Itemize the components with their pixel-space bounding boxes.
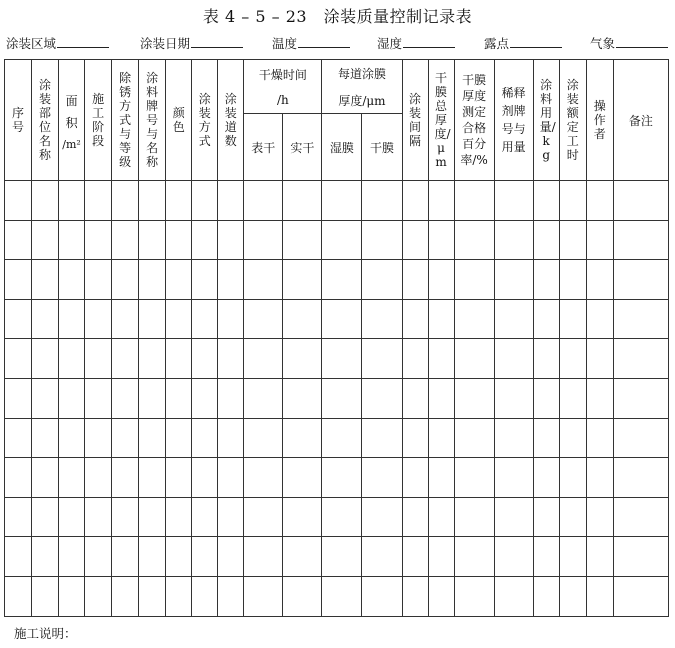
- table-cell[interactable]: [244, 497, 283, 537]
- table-cell[interactable]: [586, 418, 613, 458]
- table-cell[interactable]: [322, 220, 362, 260]
- table-cell[interactable]: [586, 220, 613, 260]
- table-cell[interactable]: [559, 299, 586, 339]
- table-cell[interactable]: [192, 339, 218, 379]
- table-cell[interactable]: [362, 458, 402, 498]
- table-cell[interactable]: [533, 497, 559, 537]
- header-usage: 涂料用量/kg: [533, 60, 559, 181]
- table-cell[interactable]: [322, 497, 362, 537]
- table-cell[interactable]: [613, 378, 668, 418]
- table-row: [5, 537, 669, 577]
- table-cell[interactable]: [5, 576, 32, 616]
- table-cell[interactable]: [613, 339, 668, 379]
- meta-label: 露点: [484, 36, 510, 51]
- table-cell[interactable]: [362, 181, 402, 221]
- header-thickness-unit: 厚度/μm: [338, 93, 386, 108]
- table-cell[interactable]: [166, 497, 192, 537]
- meta-label: 涂装区域: [6, 36, 57, 51]
- table-row: [5, 260, 669, 300]
- table-cell[interactable]: [192, 458, 218, 498]
- table-cell[interactable]: [362, 418, 402, 458]
- table-cell[interactable]: [283, 299, 322, 339]
- table-cell[interactable]: [362, 378, 402, 418]
- table-cell[interactable]: [139, 181, 166, 221]
- table-cell[interactable]: [322, 260, 362, 300]
- table-cell[interactable]: [59, 220, 85, 260]
- table-cell[interactable]: [32, 537, 59, 577]
- table-row: [5, 181, 669, 221]
- table-cell[interactable]: [139, 418, 166, 458]
- meta-blank-humidity[interactable]: [403, 33, 455, 48]
- table-cell[interactable]: [322, 181, 362, 221]
- construction-notes-label: 施工说明：: [14, 626, 77, 641]
- table-cell[interactable]: [362, 339, 402, 379]
- table-cell[interactable]: [166, 339, 192, 379]
- table-cell[interactable]: [559, 181, 586, 221]
- table-cell[interactable]: [59, 458, 85, 498]
- header-dry-film: 干膜: [362, 114, 402, 181]
- table-cell[interactable]: [454, 458, 494, 498]
- table-cell[interactable]: [5, 497, 32, 537]
- table-cell[interactable]: [218, 378, 244, 418]
- table-cell[interactable]: [166, 299, 192, 339]
- table-cell[interactable]: [283, 378, 322, 418]
- table-cell[interactable]: [85, 220, 112, 260]
- table-cell[interactable]: [402, 418, 428, 458]
- table-cell[interactable]: [362, 260, 402, 300]
- meta-field-area: [6, 33, 109, 52]
- table-cell[interactable]: [166, 260, 192, 300]
- table-cell[interactable]: [85, 418, 112, 458]
- table-cell[interactable]: [59, 378, 85, 418]
- table-cell[interactable]: [402, 576, 428, 616]
- table-cell[interactable]: [244, 299, 283, 339]
- table-cell[interactable]: [586, 299, 613, 339]
- table-cell[interactable]: [192, 378, 218, 418]
- meta-label: 涂装日期: [140, 36, 191, 51]
- header-brand: 涂料牌号与名称: [139, 60, 166, 181]
- table-cell[interactable]: [59, 339, 85, 379]
- table-cell[interactable]: [402, 181, 428, 221]
- table-cell[interactable]: [283, 260, 322, 300]
- table-cell[interactable]: [322, 378, 362, 418]
- header-quota: 涂装额定工时: [559, 60, 586, 181]
- table-cell[interactable]: [454, 339, 494, 379]
- table-cell[interactable]: [559, 497, 586, 537]
- table-cell[interactable]: [85, 458, 112, 498]
- table-cell[interactable]: [494, 378, 533, 418]
- table-cell[interactable]: [112, 299, 139, 339]
- table-cell[interactable]: [112, 220, 139, 260]
- table-cell[interactable]: [283, 497, 322, 537]
- header-operator: 操作者: [586, 60, 613, 181]
- table-cell[interactable]: [59, 260, 85, 300]
- coating-record-table: [4, 59, 669, 617]
- table-cell[interactable]: [362, 537, 402, 577]
- table-cell[interactable]: [494, 418, 533, 458]
- table-cell[interactable]: [218, 537, 244, 577]
- table-cell[interactable]: [613, 497, 668, 537]
- table-cell[interactable]: [362, 220, 402, 260]
- table-cell[interactable]: [494, 260, 533, 300]
- table-cell[interactable]: [533, 576, 559, 616]
- header-wet-film: 湿膜: [322, 114, 362, 181]
- table-cell[interactable]: [402, 260, 428, 300]
- table-cell[interactable]: [559, 418, 586, 458]
- meta-label: 湿度: [377, 36, 403, 51]
- header-total-thickness: 干膜总厚度/μm: [428, 60, 454, 181]
- table-cell[interactable]: [112, 260, 139, 300]
- table-cell[interactable]: [586, 458, 613, 498]
- table-cell[interactable]: [139, 339, 166, 379]
- table-cell[interactable]: [244, 339, 283, 379]
- table-cell[interactable]: [322, 418, 362, 458]
- table-cell[interactable]: [32, 497, 59, 537]
- table-cell[interactable]: [192, 537, 218, 577]
- table-cell[interactable]: [59, 497, 85, 537]
- table-cell[interactable]: [494, 537, 533, 577]
- table-cell[interactable]: [402, 299, 428, 339]
- table-cell[interactable]: [586, 537, 613, 577]
- header-method: 涂装方式: [192, 60, 218, 181]
- meta-blank-weather[interactable]: [616, 33, 668, 48]
- table-cell[interactable]: [454, 378, 494, 418]
- table-cell[interactable]: [428, 497, 454, 537]
- table-cell[interactable]: [244, 378, 283, 418]
- table-cell[interactable]: [428, 220, 454, 260]
- table-row: [5, 220, 669, 260]
- meta-field-temperature: [272, 33, 350, 52]
- table-cell[interactable]: [5, 260, 32, 300]
- table-cell[interactable]: [533, 299, 559, 339]
- table-cell[interactable]: [85, 299, 112, 339]
- table-cell[interactable]: [428, 339, 454, 379]
- table-cell[interactable]: [85, 537, 112, 577]
- table-cell[interactable]: [559, 378, 586, 418]
- table-cell[interactable]: [533, 537, 559, 577]
- table-cell[interactable]: [283, 458, 322, 498]
- header-part: 涂装部位名称: [32, 60, 59, 181]
- table-cell[interactable]: [85, 339, 112, 379]
- table-cell[interactable]: [283, 220, 322, 260]
- table-cell[interactable]: [559, 576, 586, 616]
- table-cell[interactable]: [192, 220, 218, 260]
- table-cell[interactable]: [218, 458, 244, 498]
- meta-blank-dewpoint[interactable]: [510, 33, 562, 48]
- table-cell[interactable]: [283, 576, 322, 616]
- table-cell[interactable]: [402, 458, 428, 498]
- meta-blank-area[interactable]: [57, 33, 109, 48]
- table-cell[interactable]: [533, 339, 559, 379]
- table-cell[interactable]: [533, 220, 559, 260]
- table-cell[interactable]: [402, 537, 428, 577]
- table-cell[interactable]: [559, 537, 586, 577]
- table-cell[interactable]: [218, 260, 244, 300]
- header-dry-hard: 实干: [283, 114, 322, 181]
- table-cell[interactable]: [244, 181, 283, 221]
- table-cell[interactable]: [166, 458, 192, 498]
- meta-blank-temperature[interactable]: [298, 33, 350, 48]
- table-cell[interactable]: [322, 458, 362, 498]
- table-cell[interactable]: [533, 378, 559, 418]
- table-cell[interactable]: [559, 458, 586, 498]
- table-cell[interactable]: [283, 537, 322, 577]
- table-cell[interactable]: [559, 260, 586, 300]
- table-cell[interactable]: [85, 497, 112, 537]
- table-cell[interactable]: [218, 181, 244, 221]
- table-cell[interactable]: [218, 418, 244, 458]
- table-cell[interactable]: [494, 181, 533, 221]
- table-cell[interactable]: [59, 537, 85, 577]
- table-cell[interactable]: [5, 378, 32, 418]
- table-cell[interactable]: [139, 497, 166, 537]
- table-cell[interactable]: [32, 378, 59, 418]
- table-row: [5, 378, 669, 418]
- table-cell[interactable]: [586, 339, 613, 379]
- table-cell[interactable]: [454, 220, 494, 260]
- table-cell[interactable]: [139, 537, 166, 577]
- table-cell[interactable]: [428, 537, 454, 577]
- table-cell[interactable]: [613, 181, 668, 221]
- table-cell[interactable]: [218, 497, 244, 537]
- table-cell[interactable]: [244, 537, 283, 577]
- meta-field-dewpoint: [484, 33, 562, 52]
- meta-field-date: [140, 33, 243, 52]
- header-thickness-label: 每道涂膜: [337, 66, 386, 81]
- record-meta-row: [0, 33, 675, 53]
- table-cell[interactable]: [454, 299, 494, 339]
- table-cell[interactable]: [613, 537, 668, 577]
- table-cell[interactable]: [32, 458, 59, 498]
- table-cell[interactable]: [494, 497, 533, 537]
- table-cell[interactable]: [85, 181, 112, 221]
- header-coats: 涂装道数: [218, 60, 244, 181]
- table-cell[interactable]: [494, 458, 533, 498]
- header-color: 颜色: [166, 60, 192, 181]
- table-cell[interactable]: [322, 576, 362, 616]
- header-remark: 备注: [613, 60, 668, 181]
- table-cell[interactable]: [244, 260, 283, 300]
- table-cell[interactable]: [454, 260, 494, 300]
- table-cell[interactable]: [192, 299, 218, 339]
- table-cell[interactable]: [192, 497, 218, 537]
- table-cell[interactable]: [192, 418, 218, 458]
- table-cell[interactable]: [613, 260, 668, 300]
- table-cell[interactable]: [166, 378, 192, 418]
- table-cell[interactable]: [139, 458, 166, 498]
- table-cell[interactable]: [59, 418, 85, 458]
- table-cell[interactable]: [586, 181, 613, 221]
- table-cell[interactable]: [218, 220, 244, 260]
- table-cell[interactable]: [59, 576, 85, 616]
- table-cell[interactable]: [244, 458, 283, 498]
- table-cell[interactable]: [192, 260, 218, 300]
- header-dry-time-label: 干燥时间: [258, 68, 307, 82]
- table-cell[interactable]: [218, 299, 244, 339]
- table-cell[interactable]: [494, 339, 533, 379]
- table-cell[interactable]: [112, 418, 139, 458]
- header-thickness-group: [322, 60, 402, 114]
- table-cell[interactable]: [428, 181, 454, 221]
- header-thinner: 稀释剂牌号与用量: [494, 60, 533, 181]
- table-row: [5, 576, 669, 616]
- table-title: 表 4 – 5 – 23 涂装质量控制记录表: [202, 7, 473, 26]
- table-cell[interactable]: [112, 497, 139, 537]
- table-cell[interactable]: [402, 220, 428, 260]
- table-row: [5, 339, 669, 379]
- meta-field-weather: [590, 33, 668, 52]
- header-rust: 除锈方式与等级: [112, 60, 139, 181]
- table-cell[interactable]: [533, 418, 559, 458]
- table-cell[interactable]: [428, 458, 454, 498]
- table-cell[interactable]: [5, 458, 32, 498]
- table-cell[interactable]: [166, 576, 192, 616]
- table-cell[interactable]: [32, 339, 59, 379]
- header-seq: 序号: [5, 60, 32, 181]
- table-cell[interactable]: [112, 458, 139, 498]
- table-cell[interactable]: [559, 220, 586, 260]
- table-cell[interactable]: [112, 576, 139, 616]
- header-dry-surface: 表干: [244, 114, 283, 181]
- table-cell[interactable]: [533, 458, 559, 498]
- table-cell[interactable]: [139, 220, 166, 260]
- table-cell[interactable]: [139, 576, 166, 616]
- meta-field-humidity: [377, 33, 455, 52]
- table-cell[interactable]: [322, 537, 362, 577]
- table-cell[interactable]: [586, 497, 613, 537]
- table-cell[interactable]: [166, 418, 192, 458]
- table-cell[interactable]: [613, 576, 668, 616]
- table-cell[interactable]: [454, 181, 494, 221]
- table-cell[interactable]: [112, 339, 139, 379]
- header-area-label: 面积: [65, 93, 78, 130]
- table-cell[interactable]: [428, 299, 454, 339]
- meta-label: 气象: [590, 36, 616, 51]
- table-cell[interactable]: [613, 220, 668, 260]
- table-cell[interactable]: [402, 378, 428, 418]
- table-cell[interactable]: [454, 497, 494, 537]
- table-cell[interactable]: [192, 576, 218, 616]
- table-cell[interactable]: [112, 181, 139, 221]
- table-cell[interactable]: [244, 576, 283, 616]
- table-cell[interactable]: [5, 220, 32, 260]
- table-cell[interactable]: [32, 220, 59, 260]
- table-cell[interactable]: [402, 339, 428, 379]
- table-cell[interactable]: [32, 181, 59, 221]
- table-cell[interactable]: [218, 576, 244, 616]
- table-cell[interactable]: [322, 339, 362, 379]
- table-cell[interactable]: [533, 181, 559, 221]
- table-cell[interactable]: [5, 418, 32, 458]
- table-cell[interactable]: [322, 299, 362, 339]
- header-stage: 施工阶段: [85, 60, 112, 181]
- table-cell[interactable]: [428, 378, 454, 418]
- table-cell[interactable]: [32, 576, 59, 616]
- table-row: [5, 418, 669, 458]
- table-row: [5, 299, 669, 339]
- table-cell[interactable]: [533, 260, 559, 300]
- table-cell[interactable]: [85, 260, 112, 300]
- table-cell[interactable]: [494, 576, 533, 616]
- table-row: [5, 458, 669, 498]
- table-cell[interactable]: [166, 220, 192, 260]
- table-cell[interactable]: [166, 181, 192, 221]
- table-cell[interactable]: [244, 220, 283, 260]
- table-cell[interactable]: [402, 497, 428, 537]
- table-cell[interactable]: [139, 299, 166, 339]
- table-cell[interactable]: [454, 418, 494, 458]
- table-cell[interactable]: [454, 537, 494, 577]
- table-cell[interactable]: [362, 576, 402, 616]
- header-dry-time-unit: /h: [276, 93, 289, 107]
- table-cell[interactable]: [5, 299, 32, 339]
- table-cell[interactable]: [454, 576, 494, 616]
- table-cell[interactable]: [85, 378, 112, 418]
- table-cell[interactable]: [283, 339, 322, 379]
- table-cell[interactable]: [586, 576, 613, 616]
- table-cell[interactable]: [613, 299, 668, 339]
- header-pass-rate: 干膜厚度测定合格百分率/%: [454, 60, 494, 181]
- table-cell[interactable]: [428, 418, 454, 458]
- table-cell[interactable]: [586, 260, 613, 300]
- table-cell[interactable]: [613, 418, 668, 458]
- header-area-unit: /m²: [62, 137, 81, 151]
- table-cell[interactable]: [85, 576, 112, 616]
- table-cell[interactable]: [362, 299, 402, 339]
- table-cell[interactable]: [112, 378, 139, 418]
- table-cell[interactable]: [139, 260, 166, 300]
- table-cell[interactable]: [5, 339, 32, 379]
- table-cell[interactable]: [5, 537, 32, 577]
- meta-label: 温度: [272, 36, 298, 51]
- table-cell[interactable]: [362, 497, 402, 537]
- table-cell[interactable]: [244, 418, 283, 458]
- table-cell[interactable]: [32, 260, 59, 300]
- table-cell[interactable]: [192, 181, 218, 221]
- table-cell[interactable]: [32, 418, 59, 458]
- table-cell[interactable]: [283, 418, 322, 458]
- table-cell[interactable]: [139, 378, 166, 418]
- table-cell[interactable]: [5, 181, 32, 221]
- table-cell[interactable]: [428, 576, 454, 616]
- table-cell[interactable]: [59, 299, 85, 339]
- table-cell[interactable]: [32, 299, 59, 339]
- table-cell[interactable]: [613, 458, 668, 498]
- table-cell[interactable]: [218, 339, 244, 379]
- table-cell[interactable]: [559, 339, 586, 379]
- table-cell[interactable]: [166, 537, 192, 577]
- table-cell[interactable]: [428, 260, 454, 300]
- header-area: [59, 60, 85, 181]
- header-dry-time-group: [244, 60, 322, 114]
- table-cell[interactable]: [494, 220, 533, 260]
- table-cell[interactable]: [586, 378, 613, 418]
- header-interval: 涂装间隔: [402, 60, 428, 181]
- meta-blank-date[interactable]: [191, 33, 243, 48]
- table-row: [5, 497, 669, 537]
- table-cell[interactable]: [112, 537, 139, 577]
- table-cell[interactable]: [283, 181, 322, 221]
- table-cell[interactable]: [494, 299, 533, 339]
- table-cell[interactable]: [59, 181, 85, 221]
